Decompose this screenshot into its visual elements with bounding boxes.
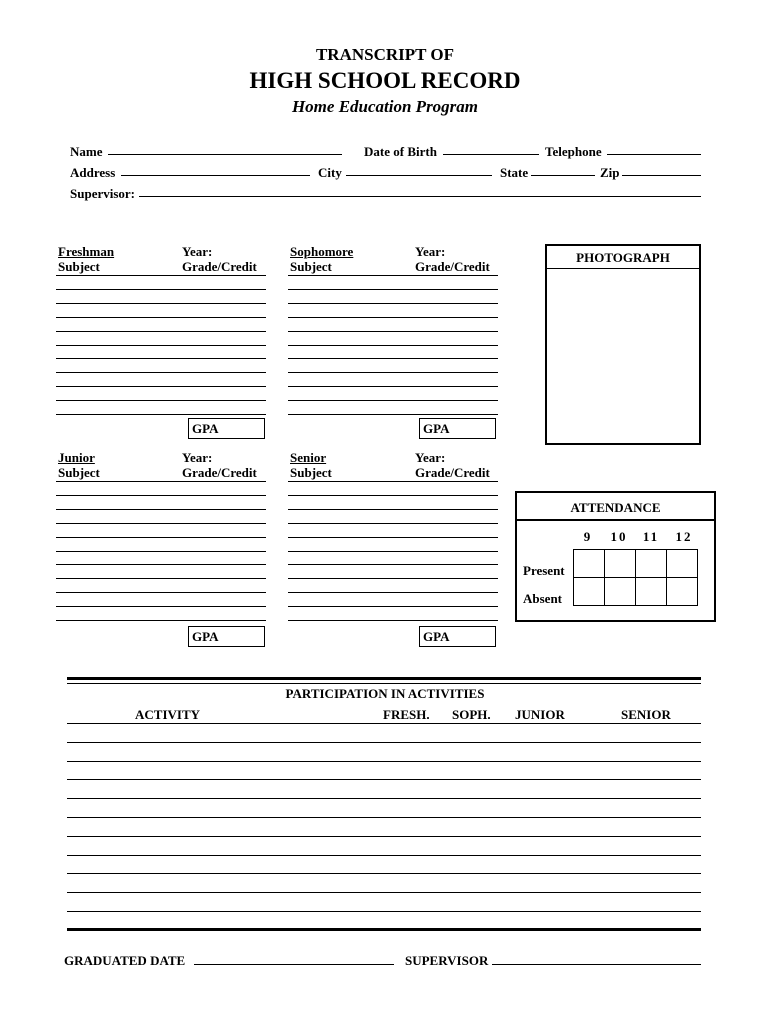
senior-subject-label: Subject: [290, 465, 332, 480]
footer-supervisor-label: SUPERVISOR: [405, 953, 489, 968]
sophomore-course-line[interactable]: [288, 372, 498, 373]
senior-gpa-box[interactable]: [419, 626, 496, 647]
title-transcript-of: TRANSCRIPT OF: [315, 45, 455, 64]
sophomore-course-line[interactable]: [288, 414, 498, 415]
senior-grade-credit-label: Grade/Credit: [415, 465, 490, 480]
attendance-absent-label: Absent: [523, 591, 563, 606]
attendance-divider: [517, 519, 714, 521]
senior-course-line[interactable]: [288, 495, 498, 496]
attendance-absent-12[interactable]: [666, 577, 698, 606]
freshman-course-line[interactable]: [56, 414, 266, 415]
sophomore-heading: Sophomore: [290, 244, 354, 259]
graduated-date-field[interactable]: [194, 964, 394, 965]
freshman-course-line[interactable]: [56, 303, 266, 304]
freshman-gpa-label: GPA: [192, 421, 219, 436]
telephone-label: Telephone: [545, 144, 602, 159]
freshman-grade-credit-label: Grade/Credit: [182, 259, 257, 274]
sophomore-course-line[interactable]: [288, 275, 498, 276]
photograph-box: [545, 244, 701, 445]
junior-course-line[interactable]: [56, 578, 266, 579]
sophomore-course-line[interactable]: [288, 303, 498, 304]
attendance-grade-9: 9: [583, 529, 591, 544]
freshman-course-line[interactable]: [56, 275, 266, 276]
activity-row-line[interactable]: [67, 742, 701, 743]
senior-course-line[interactable]: [288, 551, 498, 552]
freshman-course-line[interactable]: [56, 372, 266, 373]
activity-row-line[interactable]: [67, 761, 701, 762]
freshman-heading: Freshman: [58, 244, 115, 259]
attendance-present-9[interactable]: [573, 549, 605, 578]
dob-label: Date of Birth: [364, 144, 437, 159]
freshman-course-line[interactable]: [56, 400, 266, 401]
attendance-absent-11[interactable]: [635, 577, 667, 606]
sophomore-gpa-label: GPA: [423, 421, 450, 436]
freshman-course-line[interactable]: [56, 289, 266, 290]
attendance-present-label: Present: [523, 563, 565, 578]
activities-col-activity: ACTIVITY: [135, 707, 201, 722]
activities-col-fresh: FRESH.: [383, 707, 430, 722]
attendance-present-10[interactable]: [604, 549, 636, 578]
sophomore-course-line[interactable]: [288, 289, 498, 290]
state-field[interactable]: [531, 175, 595, 176]
junior-course-line[interactable]: [56, 551, 266, 552]
senior-heading: Senior: [290, 450, 327, 465]
junior-year-label: Year:: [182, 450, 213, 465]
senior-course-line[interactable]: [288, 523, 498, 524]
senior-course-line[interactable]: [288, 620, 498, 621]
activity-row-line[interactable]: [67, 855, 701, 856]
address-field[interactable]: [121, 175, 310, 176]
sophomore-course-line[interactable]: [288, 386, 498, 387]
activities-col-soph: SOPH.: [452, 707, 491, 722]
name-field[interactable]: [108, 154, 342, 155]
senior-course-line[interactable]: [288, 592, 498, 593]
activity-row-line[interactable]: [67, 779, 701, 780]
title-high-school-record: HIGH SCHOOL RECORD: [249, 68, 521, 93]
freshman-course-line[interactable]: [56, 331, 266, 332]
junior-gpa-box[interactable]: [188, 626, 265, 647]
dob-field[interactable]: [443, 154, 539, 155]
senior-course-line[interactable]: [288, 564, 498, 565]
sophomore-gpa-box[interactable]: [419, 418, 496, 439]
name-label: Name: [70, 144, 103, 159]
junior-grade-credit-label: Grade/Credit: [182, 465, 257, 480]
freshman-year-label: Year:: [182, 244, 213, 259]
supervisor-field[interactable]: [139, 196, 701, 197]
sophomore-course-line[interactable]: [288, 331, 498, 332]
sophomore-grade-credit-label: Grade/Credit: [415, 259, 490, 274]
activities-title: PARTICIPATION IN ACTIVITIES: [285, 686, 485, 701]
attendance-absent-9[interactable]: [573, 577, 605, 606]
attendance-absent-10[interactable]: [604, 577, 636, 606]
freshman-course-line[interactable]: [56, 358, 266, 359]
attendance-present-11[interactable]: [635, 549, 667, 578]
sophomore-subject-label: Subject: [290, 259, 332, 274]
senior-course-line[interactable]: [288, 606, 498, 607]
activity-row-line[interactable]: [67, 836, 701, 837]
freshman-gpa-box[interactable]: [188, 418, 265, 439]
sophomore-course-line[interactable]: [288, 317, 498, 318]
activity-row-line[interactable]: [67, 873, 701, 874]
attendance-title: ATTENDANCE: [570, 500, 661, 515]
attendance-grade-11: 11: [642, 529, 660, 544]
state-label: State: [500, 165, 529, 180]
sophomore-year-label: Year:: [415, 244, 446, 259]
city-field[interactable]: [346, 175, 492, 176]
senior-course-line[interactable]: [288, 537, 498, 538]
junior-course-line[interactable]: [56, 509, 266, 510]
junior-course-line[interactable]: [56, 564, 266, 565]
activity-row-line[interactable]: [67, 723, 701, 724]
freshman-course-line[interactable]: [56, 317, 266, 318]
freshman-course-line[interactable]: [56, 386, 266, 387]
photograph-divider: [547, 268, 699, 269]
activity-row-line[interactable]: [67, 911, 701, 912]
activities-col-senior: SENIOR: [621, 707, 671, 722]
senior-year-label: Year:: [415, 450, 446, 465]
sophomore-course-line[interactable]: [288, 400, 498, 401]
address-label: Address: [70, 165, 116, 180]
zip-field[interactable]: [622, 175, 701, 176]
junior-subject-label: Subject: [58, 465, 100, 480]
activities-top-rule-thin: [67, 683, 701, 684]
junior-heading: Junior: [58, 450, 95, 465]
freshman-course-line[interactable]: [56, 345, 266, 346]
attendance-present-12[interactable]: [666, 549, 698, 578]
junior-course-line[interactable]: [56, 523, 266, 524]
city-label: City: [318, 165, 342, 180]
junior-course-line[interactable]: [56, 606, 266, 607]
senior-gpa-label: GPA: [423, 629, 450, 644]
senior-course-line[interactable]: [288, 481, 498, 482]
supervisor-label: Supervisor:: [70, 186, 135, 201]
junior-course-line[interactable]: [56, 537, 266, 538]
activities-bottom-rule: [67, 928, 701, 931]
junior-course-line[interactable]: [56, 620, 266, 621]
activity-row-line[interactable]: [67, 892, 701, 893]
activities-col-junior: JUNIOR: [515, 707, 565, 722]
sophomore-course-line[interactable]: [288, 358, 498, 359]
junior-course-line[interactable]: [56, 481, 266, 482]
sophomore-course-line[interactable]: [288, 345, 498, 346]
zip-label: Zip: [600, 165, 620, 180]
telephone-field[interactable]: [607, 154, 701, 155]
attendance-box: [515, 491, 716, 622]
junior-gpa-label: GPA: [192, 629, 219, 644]
footer-supervisor-field[interactable]: [492, 964, 701, 965]
senior-course-line[interactable]: [288, 578, 498, 579]
activities-top-rule: [67, 677, 701, 680]
junior-course-line[interactable]: [56, 592, 266, 593]
attendance-grade-10: 10: [610, 529, 628, 544]
freshman-subject-label: Subject: [58, 259, 100, 274]
activity-row-line[interactable]: [67, 798, 701, 799]
subtitle-home-education: Home Education Program: [291, 97, 479, 116]
junior-course-line[interactable]: [56, 495, 266, 496]
activity-row-line[interactable]: [67, 817, 701, 818]
attendance-grade-12: 12: [675, 529, 693, 544]
senior-course-line[interactable]: [288, 509, 498, 510]
photograph-label: PHOTOGRAPH: [576, 250, 670, 265]
graduated-date-label: GRADUATED DATE: [64, 953, 186, 968]
